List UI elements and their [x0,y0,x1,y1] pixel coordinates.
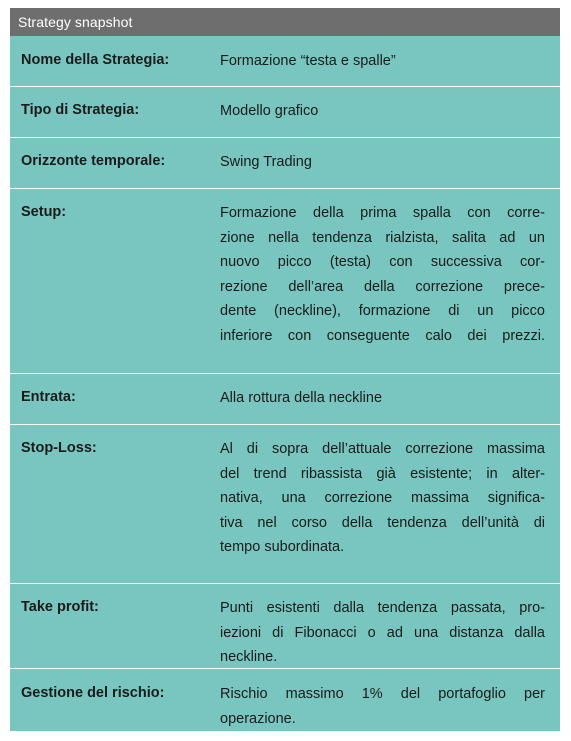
row-value-line: Formazione della prima spalla con corre- [220,205,545,221]
row-value [220,682,545,731]
row-take-profit [10,583,560,668]
row-value [220,201,545,349]
row-value-line: nativa, una correzione massima significa- [220,490,545,507]
row-value-line: Al di sopra dell’attuale correzione massima [220,441,545,457]
row-label: Gestione del rischio: [21,685,165,701]
row-value [220,596,545,670]
row-label: Entrata: [21,389,76,405]
row-entry [10,373,560,424]
row-label: Stop-Loss: [21,440,97,456]
row-value-line: Swing Trading [220,154,312,170]
row-value-line: tiva nel corso della tendenza dell’unità di [220,514,545,531]
row-value [220,150,545,175]
row-value-line: rezione dell’area della correzione prece- [220,278,545,295]
row-value-line: nuovo picco (testa) con successiva cor- [220,254,545,271]
row-value-line: Alla rottura della neckline [220,390,383,406]
row-value-line: Punti esistenti dalla tendenza passata, pro- [220,600,545,616]
row-strategy-name [10,36,560,85]
row-value-line: Formazione “testa e spalle” [220,53,396,69]
card-header: Strategy snapshot [10,8,560,36]
row-value-line: Modello grafico [220,103,319,119]
row-value [220,437,545,560]
row-value-line: tempo subordinata. [220,539,345,556]
row-strategy-type [10,86,560,137]
row-label: Orizzonte temporale: [21,153,166,169]
row-label: Tipo di Strategia: [21,102,140,118]
row-value-line: zione nella tendenza rialzista, salita ad un [220,229,545,246]
strategy-snapshot-card [10,8,560,731]
row-value-line: iezioni di Fibonacci o ad una distanza dalla [220,624,545,641]
row-value-line: inferiore con conseguente calo dei prezzi. [220,327,545,344]
row-value-line: neckline. [220,649,278,666]
row-value-line: del trend ribassista già esistente; in alter- [220,465,545,482]
row-value [220,99,545,124]
row-label: Take profit: [21,599,99,615]
row-value-line: Rischio massimo 1% del portafoglio per [220,686,545,702]
row-setup [10,188,560,373]
row-time-horizon [10,137,560,188]
row-label: Nome della Strategia: [21,52,170,68]
row-value-line: dente (neckline), formazione di un picco [220,303,545,320]
row-risk-management [10,668,560,732]
row-value [220,386,545,411]
row-value-line: operazione. [220,710,296,727]
row-value [220,49,545,74]
row-stop-loss [10,424,560,583]
row-label: Setup: [21,204,67,220]
